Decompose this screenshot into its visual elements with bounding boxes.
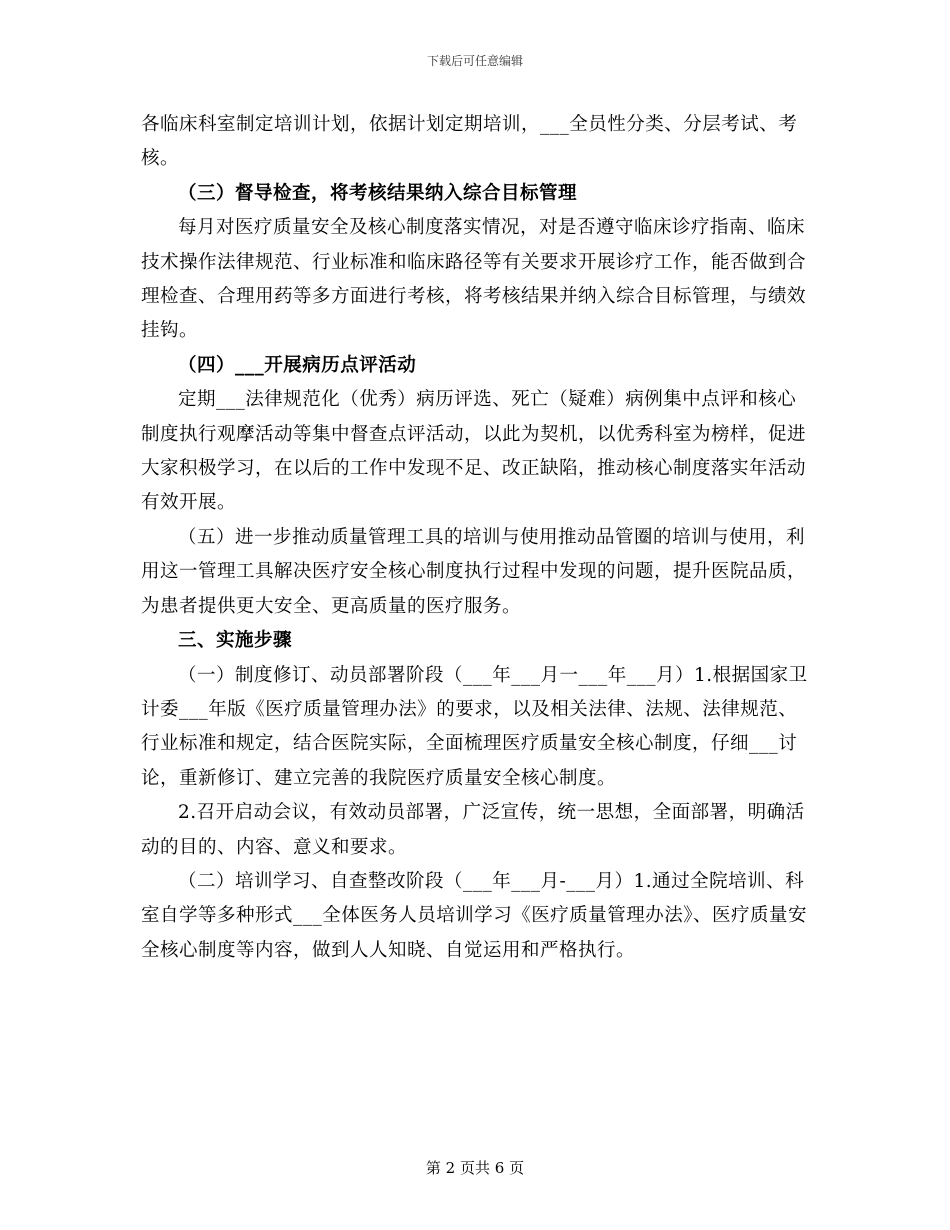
paragraph: 每月对医疗质量安全及核心制度落实情况，对是否遵守临床诊疗指南、临床技术操作法律规范、行业标准和临床路径等有关要求开展诊疗工作，能否做到合理检查、合理用药等多方面进行考核，将考核结果并纳入综合目标管理，与绩效挂钩。 [141, 217, 807, 342]
paragraph: （五）进一步推动质量管理工具的培训与使用推动品管圈的培训与使用，利用这一管理工具解决医疗安全核心制度执行过程中发现的问题，提升医院品质，为患者提供更大安全、更高质量的医疗服务。 [141, 526, 807, 617]
section-heading: 三、实施步骤 [178, 630, 293, 652]
paragraph-continued: 各临床科室制定培训计划，依据计划定期培训，___全员性分类、分层考试、考核。 [141, 114, 798, 170]
paragraph: （二）培训学习、自查整改阶段（___年___月-___月）1.通过全院培训、科室自学等多种形式___全体医务人员培训学习《医疗质量管理办法》、医疗质量安全核心制度等内容，做到人人知晓、自觉运用和严格执行。 [141, 870, 808, 961]
section-heading: （四）___开展病历点评活动 [178, 354, 417, 376]
paragraph: （一）制度修订、动员部署阶段（___年___月一___年___月）1.根据国家卫计委___年版《医疗质量管理办法》的要求，以及相关法律、法规、法律规范、行业标准和规定，结合医院实际，全面梳理医疗质量安全核心制度，仔细___讨论，重新修订、建立完善的我院医疗质量安全核心制度。 [141, 664, 808, 789]
page-header: 下载后可任意编辑 [426, 54, 523, 68]
paragraph: 定期___法律规范化（优秀）病历评选、死亡（疑难）病例集中点评和核心制度执行观摩活动等集中督查点评活动，以此为契机，以优秀科室为榜样，促进大家积极学习，在以后的工作中发现不足、改正缺陷，推动核心制度落实年活动有效开展。 [141, 389, 807, 514]
page-footer: 第 2 页共 6 页 [425, 1159, 525, 1177]
paragraph: 2.召开启动会议，有效动员部署，广泛宣传，统一思想，全面部署，明确活动的目的、内容、意义和要求。 [141, 802, 805, 858]
section-heading: （三）督导检查，将考核结果纳入综合目标管理 [178, 182, 578, 204]
document-body [141, 108, 813, 968]
